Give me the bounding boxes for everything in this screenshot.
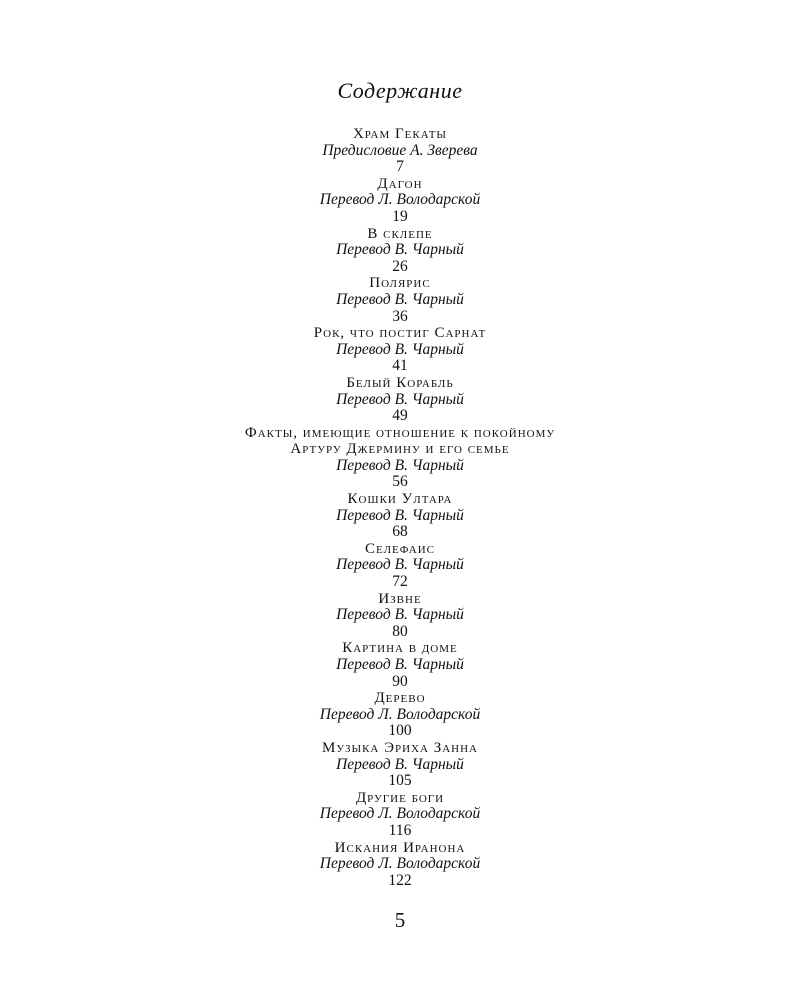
- toc-entry: [0, 375, 800, 425]
- toc-entry: [0, 640, 800, 690]
- entry-credit: Перевод В. Чарный: [336, 606, 464, 624]
- entry-page-number: 122: [388, 871, 412, 889]
- entry-title: Извне: [378, 590, 422, 607]
- entry-credit: Перевод Л. Володарской: [319, 855, 481, 873]
- entry-title: Другие боги: [355, 789, 445, 806]
- entry-page-number: 36: [392, 307, 408, 325]
- entry-credit: Перевод В. Чарный: [336, 506, 464, 524]
- entry-page-number: 100: [388, 722, 412, 740]
- entry-title: Селефаис: [365, 540, 435, 557]
- entry-title: Искания Иранона: [334, 839, 466, 856]
- toc-entry: [0, 541, 800, 591]
- entry-page-number: 105: [388, 772, 412, 790]
- toc-entry: [0, 790, 800, 840]
- entry-title: Полярис: [369, 275, 431, 292]
- toc-entry: [0, 176, 800, 226]
- entry-page-number: 72: [392, 573, 408, 591]
- page-number: 5: [394, 908, 406, 932]
- entry-credit: Предисловие А. Зверева: [322, 141, 478, 159]
- toc-heading: Содержание: [337, 78, 463, 103]
- entry-page-number: 80: [392, 622, 408, 640]
- entry-title: Музыка Эриха Занна: [321, 739, 478, 756]
- entry-credit: Перевод Л. Володарской: [319, 805, 481, 823]
- entry-page-number: 90: [392, 672, 408, 690]
- entry-title-line-1: Факты, имеющие отношение к покойному: [244, 424, 556, 441]
- toc-entry: [0, 591, 800, 641]
- entry-credit: Перевод В. Чарный: [336, 390, 464, 408]
- entry-credit: Перевод В. Чарный: [336, 755, 464, 773]
- entry-credit: Перевод В. Чарный: [336, 290, 464, 308]
- entry-title: Рок, что постиг Сарнат: [313, 325, 487, 342]
- entry-credit: Перевод Л. Володарской: [319, 191, 481, 209]
- toc-entry: [0, 325, 800, 375]
- entry-credit: Перевод В. Чарный: [336, 656, 464, 673]
- entry-title: Храм Гекаты: [352, 126, 448, 142]
- entry-page-number: 19: [392, 207, 408, 225]
- entry-title: Картина в доме: [342, 640, 458, 657]
- entry-title: В склепе: [367, 225, 433, 242]
- entry-credit: Перевод В. Чарный: [336, 556, 464, 574]
- entry-page-number: 49: [392, 407, 408, 425]
- entry-title-line-2: Артуру Джермину и его семье: [290, 441, 510, 458]
- toc-entry: [0, 740, 800, 790]
- toc-entry: [0, 690, 800, 740]
- entry-page-number: 26: [392, 257, 408, 275]
- toc-entry: [0, 425, 800, 491]
- toc-entry: [0, 126, 800, 176]
- entry-credit: Перевод В. Чарный: [336, 241, 464, 259]
- entry-credit: Перевод Л. Володарской: [319, 705, 481, 723]
- toc-entry: [0, 840, 800, 890]
- entry-page-number: 116: [388, 821, 412, 839]
- entry-credit: Перевод В. Чарный: [336, 456, 464, 474]
- entry-title: Дагон: [377, 175, 423, 192]
- table-of-contents: [0, 126, 800, 889]
- entry-title: Дерево: [374, 690, 426, 707]
- entry-title: Белый Корабль: [346, 374, 454, 391]
- entry-page-number: 68: [392, 523, 408, 541]
- entry-page-number: 41: [392, 357, 408, 375]
- entry-credit: Перевод В. Чарный: [336, 340, 464, 358]
- toc-entry: [0, 491, 800, 541]
- toc-entry: [0, 226, 800, 276]
- entry-page-number: 7: [396, 158, 404, 176]
- toc-entry: [0, 275, 800, 325]
- entry-page-number: 56: [392, 473, 408, 491]
- entry-title: Кошки Ултара: [347, 491, 453, 508]
